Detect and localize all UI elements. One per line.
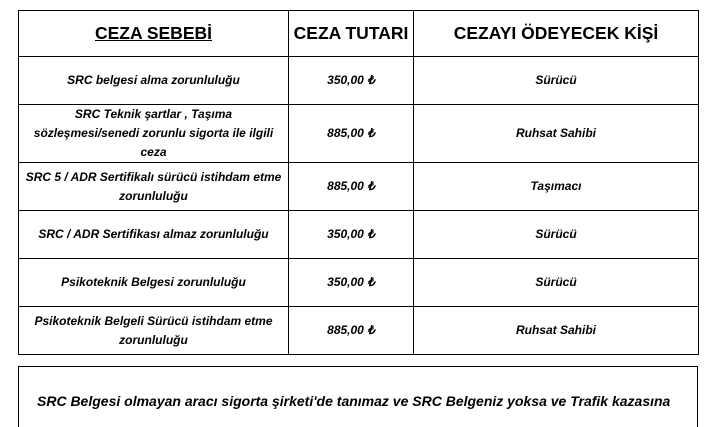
payer-cell: Sürücü (414, 57, 699, 105)
header-row (19, 11, 699, 57)
table-row (19, 211, 699, 259)
header-reason: CEZA SEBEBİ (19, 11, 289, 57)
reason-cell: SRC belgesi alma zorunluluğu (19, 57, 289, 105)
reason-cell: SRC Teknik şartlar , Taşıma sözleşmesi/senedi zorunlu sigorta ile ilgili ceza (19, 105, 289, 163)
payer-cell: Sürücü (414, 211, 699, 259)
amount-cell: 885,00 ₺ (289, 163, 414, 211)
fines-table (18, 10, 699, 355)
amount-cell: 350,00 ₺ (289, 211, 414, 259)
amount-cell: 885,00 ₺ (289, 307, 414, 355)
table-row (19, 307, 699, 355)
amount-cell: 350,00 ₺ (289, 57, 414, 105)
table-row (19, 57, 699, 105)
note-text: SRC Belgesi olmayan aracı sigorta şirketi'de tanımaz ve SRC Belgeniz yoksa ve Trafik kazasına (37, 393, 671, 409)
table-row (19, 163, 699, 211)
table-row (19, 105, 699, 163)
payer-cell: Sürücü (414, 259, 699, 307)
payer-cell: Ruhsat Sahibi (414, 105, 699, 163)
header-payer: CEZAYI ÖDEYECEK KİŞİ (414, 11, 699, 57)
note-box (18, 366, 698, 427)
reason-cell: SRC 5 / ADR Sertifikalı sürücü istihdam etme zorunluluğu (19, 163, 289, 211)
payer-cell: Taşımacı (414, 163, 699, 211)
payer-cell: Ruhsat Sahibi (414, 307, 699, 355)
reason-cell: Psikoteknik Belgesi zorunluluğu (19, 259, 289, 307)
header-amount: CEZA TUTARI (289, 11, 414, 57)
table-row (19, 259, 699, 307)
amount-cell: 885,00 ₺ (289, 105, 414, 163)
amount-cell: 350,00 ₺ (289, 259, 414, 307)
reason-cell: SRC / ADR Sertifikası almaz zorunluluğu (19, 211, 289, 259)
reason-cell: Psikoteknik Belgeli Sürücü istihdam etme zorunluluğu (19, 307, 289, 355)
